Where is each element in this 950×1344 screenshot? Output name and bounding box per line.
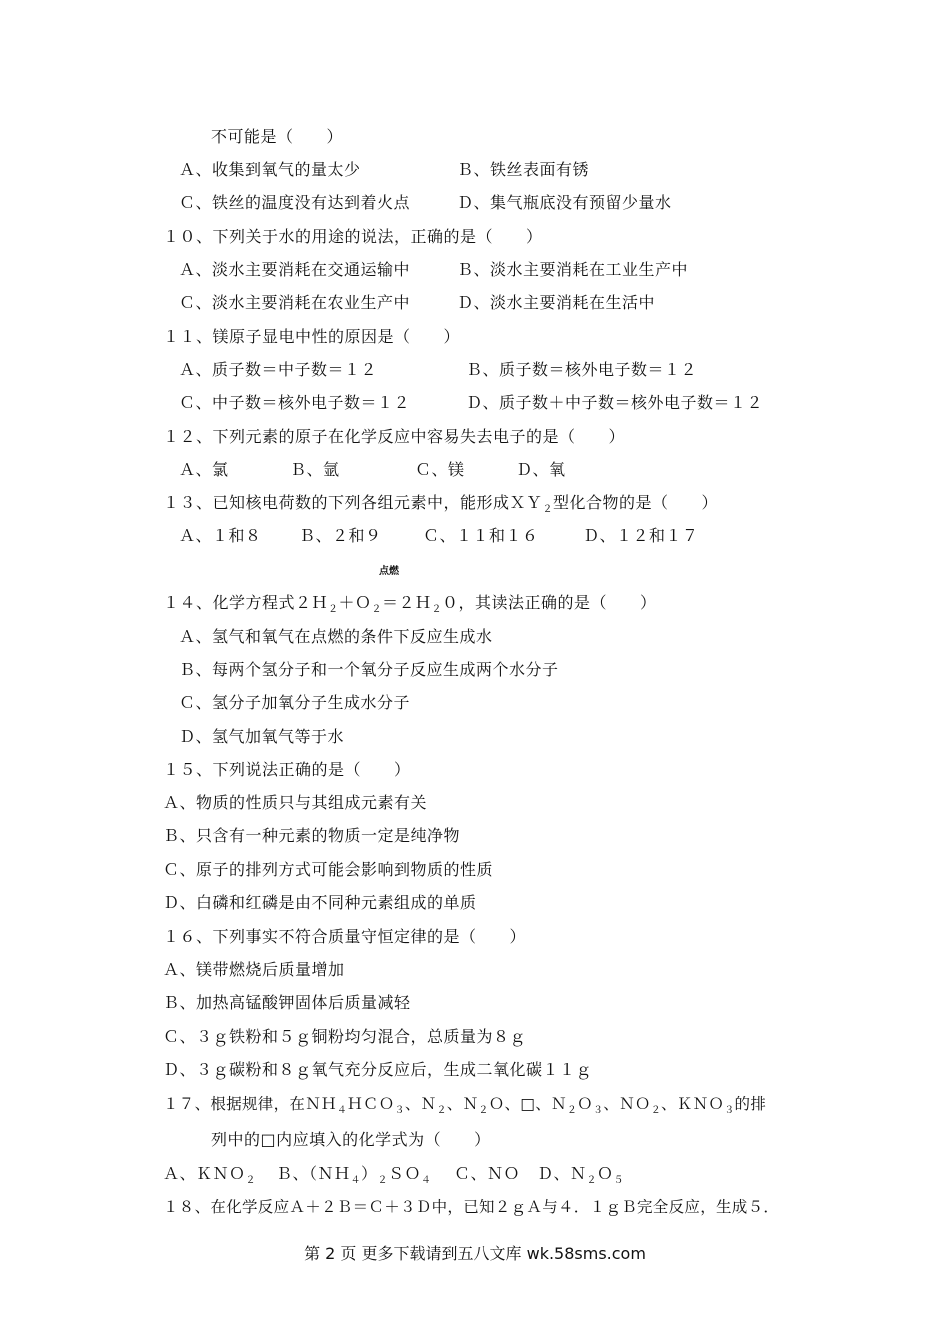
q16-option-a: Ａ、镁带燃烧后质量增加	[163, 960, 345, 979]
q9-option-a: Ａ、收集到氧气的量太少	[179, 160, 361, 179]
q17-option-b: Ｂ、$(NH_4)_2SO_4$	[276, 1164, 432, 1187]
q12-option-b: Ｂ、氩	[290, 460, 340, 479]
q9-option-d: Ｄ、集气瓶底没有预留少量水	[457, 193, 672, 212]
q16-stem: １６、下列事实不符合质量守恒定律的是（ ）	[163, 927, 527, 946]
q9-stem-tail: 不可能是（ ）	[211, 127, 344, 146]
q16-option-c: Ｃ、３ｇ铁粉和５ｇ铜粉均匀混合，总质量为８ｇ	[163, 1027, 527, 1046]
q17-stem-line2: 列中的□内应填入的化学式为（ ）	[211, 1130, 491, 1149]
q11-stem: １１、镁原子显电中性的原因是（ ）	[163, 327, 461, 346]
reaction-condition-label: 点燃	[379, 566, 399, 577]
q14-stem: １４、化学方程式２Ｈ$_2$＋Ｏ$_2$＝２Ｈ$_2$０，其读法正确的是（ ）	[163, 593, 657, 616]
q13-option-c: Ｃ、１１和１６	[423, 526, 539, 545]
q17-option-d: Ｄ、Ｎ$_2$Ｏ$_5$	[537, 1164, 625, 1187]
q14-option-d: Ｄ、氢气加氧气等于水	[179, 727, 345, 746]
q15-option-b: Ｂ、只含有一种元素的物质一定是纯净物	[163, 826, 461, 845]
q10-option-c: Ｃ、淡水主要消耗在农业生产中	[179, 293, 411, 312]
q9-option-b: Ｂ、铁丝表面有锈	[457, 160, 590, 179]
q11-option-a: Ａ、质子数＝中子数＝１２	[179, 360, 378, 379]
q12-option-c: Ｃ、镁	[415, 460, 465, 479]
q10-option-d: Ｄ、淡水主要消耗在生活中	[457, 293, 656, 312]
page-footer: 第 2 页 更多下载请到五八文库 wk.58sms.com	[304, 1244, 646, 1263]
q17-stem: １７、根据规律，在ＮＨ$_4$ＨＣＯ$_3$、Ｎ$_2$、Ｎ$_2$Ｏ、□、Ｎ$_2$Ｏ$_3$、ＮＯ$_2$、ＫＮＯ$_3$的排	[163, 1095, 767, 1117]
q11-option-b: Ｂ、质子数＝核外电子数＝１２	[466, 360, 698, 379]
q11-option-d: Ｄ、质子数＋中子数＝核外电子数＝１２	[466, 393, 764, 412]
q14-option-c: Ｃ、氢分子加氧分子生成水分子	[179, 693, 411, 712]
q15-option-a: Ａ、物质的性质只与其组成元素有关	[163, 793, 428, 812]
q13-stem: １３、已知核电荷数的下列各组元素中，能形成ＸＹ$_2$型化合物的是（ ）	[163, 493, 719, 516]
q16-option-b: Ｂ、加热高锰酸钾固体后质量减轻	[163, 993, 411, 1012]
q10-stem: １０、下列关于水的用途的说法，正确的是（ ）	[163, 227, 543, 246]
q13-option-d: Ｄ、１２和１７	[583, 526, 699, 545]
q10-option-a: Ａ、淡水主要消耗在交通运输中	[179, 260, 411, 279]
q10-option-b: Ｂ、淡水主要消耗在工业生产中	[457, 260, 689, 279]
q17-option-c: Ｃ、ＮＯ	[454, 1164, 521, 1183]
q15-option-d: Ｄ、白磷和红磷是由不同种元素组成的单质	[163, 893, 477, 912]
q12-stem: １２、下列元素的原子在化学反应中容易失去电子的是（ ）	[163, 427, 626, 446]
q13-option-a: Ａ、１和８	[179, 526, 262, 545]
q9-option-c: Ｃ、铁丝的温度没有达到着火点	[179, 193, 411, 212]
q12-option-a: Ａ、氯	[179, 460, 229, 479]
q15-stem: １５、下列说法正确的是（ ）	[163, 760, 411, 779]
q13-option-b: Ｂ、２和９	[299, 526, 382, 545]
q17-option-a: Ａ、ＫＮＯ$_2$	[163, 1164, 257, 1187]
q14-option-a: Ａ、氢气和氧气在点燃的条件下反应生成水	[179, 627, 493, 646]
q18-stem: １８、在化学反应Ａ＋２Ｂ＝Ｃ＋３Ｄ中，已知２ｇＡ与４．１ｇＢ完全反应，生成５．	[163, 1198, 780, 1216]
q12-option-d: Ｄ、氧	[516, 460, 566, 479]
q14-option-b: Ｂ、每两个氢分子和一个氧分子反应生成两个水分子	[179, 660, 559, 679]
q15-option-c: Ｃ、原子的排列方式可能会影响到物质的性质	[163, 860, 494, 879]
q16-option-d: Ｄ、３ｇ碳粉和８ｇ氧气充分反应后，生成二氧化碳１１ｇ	[163, 1060, 593, 1079]
q11-option-c: Ｃ、中子数＝核外电子数＝１２	[179, 393, 411, 412]
